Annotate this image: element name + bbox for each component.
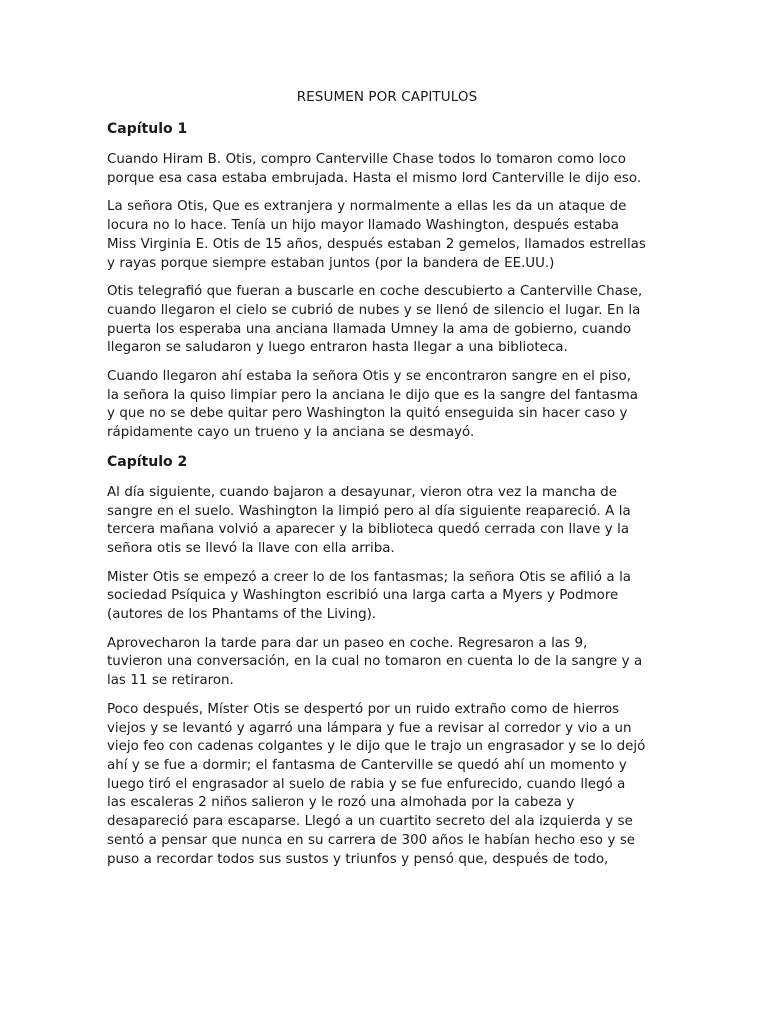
text-line: Mister Otis se empezó a creer lo de los fantasmas; la señora Otis se afilió a la <box>107 569 632 585</box>
text-line: las 11 se retiraron. <box>107 673 234 689</box>
chapter-heading: Capítulo 2 <box>107 453 188 470</box>
text-line: Miss Virginia E. Otis de 15 años, después estaban 2 gemelos, llamados estrellas <box>107 236 646 252</box>
text-line: luego tiró el engrasador al suelo de rabia y se fue enfurecido, cuando llegó a <box>107 776 626 792</box>
document-title: RESUMEN POR CAPITULOS <box>296 89 478 105</box>
document-page <box>107 88 667 879</box>
paragraph <box>107 368 667 443</box>
text-line: puso a recordar todos sus sustos y triunfos y pensó que, después de todo, <box>107 851 609 867</box>
text-line: Aprovecharon la tarde para dar un paseo en coche. Regresaron a las 9, <box>107 635 588 651</box>
text-line: porque esa casa estaba embrujada. Hasta el mismo lord Canterville le dijo eso. <box>107 170 642 186</box>
text-line: Cuando llegaron ahí estaba la señora Otis y se encontraron sangre en el piso, <box>107 369 631 385</box>
paragraph <box>107 484 667 559</box>
chapter-section <box>107 453 667 869</box>
text-line: locura no lo hace. Tenía un hijo mayor llamado Washington, después estaba <box>107 218 619 234</box>
paragraph <box>107 198 667 273</box>
text-line: puerta los esperaba una anciana llamada Umney la ama de gobierno, cuando <box>107 321 632 337</box>
paragraph <box>107 151 667 188</box>
paragraph <box>107 701 667 869</box>
text-line: desapareció para escaparse. Llegó a un cuartito secreto del ala izquierda y se <box>107 814 633 830</box>
text-line: Al día siguiente, cuando bajaron a desayunar, vieron otra vez la mancha de <box>107 484 617 500</box>
text-line: sociedad Psíquica y Washington escribió una larga carta a Myers y Podmore <box>107 588 619 604</box>
paragraph <box>107 569 667 625</box>
text-line: (autores de los Phantams of the Living). <box>107 607 377 623</box>
text-line: señora otis se llevó la llave con ella arriba. <box>107 540 395 556</box>
text-line: rápidamente cayo un trueno y la anciana se desmayó. <box>107 425 475 441</box>
chapter-heading: Capítulo 1 <box>107 121 188 137</box>
text-line: viejos y se levantó y agarró una lámpara y fue a revisar al corredor y vio a un <box>107 720 632 736</box>
text-line: Poco después, Míster Otis se despertó por un ruido extraño como de hierros <box>107 701 620 717</box>
text-line: la señora la quiso limpiar pero la anciana le dijo que es la sangre del fantasma <box>107 387 638 403</box>
text-line: llegaron se saludaron y luego entraron hasta llegar a una biblioteca. <box>107 340 568 356</box>
text-line: y rayas porque siempre estaban juntos (por la bandera de EE.UU.) <box>107 255 555 271</box>
text-line: y que no se debe quitar pero Washington la quitó enseguida sin hacer caso y <box>107 406 628 422</box>
text-line: Otis telegrafió que fueran a buscarle en coche descubierto a Canterville Chase, <box>107 284 643 300</box>
text-line: sangre en el suelo. Washington la limpió pero al día siguiente reapareció. A la <box>107 503 631 519</box>
paragraph <box>107 635 667 691</box>
text-line: La señora Otis, Que es extranjera y normalmente a ellas les da un ataque de <box>107 199 627 215</box>
text-line: tuvieron una conversación, en la cual no tomaron en cuenta lo de la sangre y a <box>107 654 643 670</box>
text-line: tercera mañana volvió a aparecer y la biblioteca quedó cerrada con llave y la <box>107 522 630 538</box>
text-line: ahí y se fue a dormir; el fantasma de Canterville se quedó ahí un momento y <box>107 757 627 773</box>
text-line: las escaleras 2 niños salieron y le rozó una almohada por la cabeza y <box>107 795 575 811</box>
text-line: cuando llegaron el cielo se cubrió de nubes y se llenó de silencio el lugar. En la <box>107 302 641 318</box>
text-line: viejo feo con cadenas colgantes y le dijo que le trajo un engrasador y se lo dejó <box>107 739 646 755</box>
text-line: sentó a pensar que nunca en su carrera de 300 años le habían hecho eso y se <box>107 832 636 848</box>
text-line: Cuando Hiram B. Otis, compro Canterville Chase todos lo tomaron como loco <box>107 152 626 167</box>
paragraph <box>107 283 667 358</box>
chapter-section <box>107 120 667 443</box>
